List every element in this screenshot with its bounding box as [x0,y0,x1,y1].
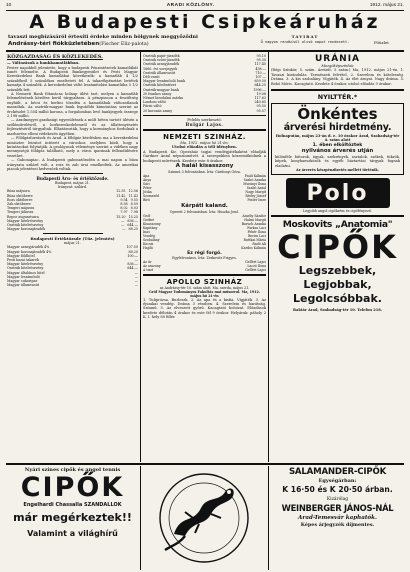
banner-sub1: tavaszi megbízásáról értesíti érdeke minden bölgynek meggyőződni [8,34,198,40]
theatre-body: A Budapesti Kir. Operaház tagjai vendégjátékaként előadják Gardner Antal népszínművét. A szerepekben közreműködnek a budapesti művészek. Kezdete este 8 órakor. [143,149,266,163]
row-value: Nagy Margit [245,189,266,194]
row-label: Magyar általános hitel [7,270,45,275]
exchange-table [7,189,138,231]
row-value: 7.97 [120,210,128,215]
row-label: Apa [143,173,150,178]
row-value: Baruch Aranka [241,221,266,226]
row-value: 644.25 [254,83,266,88]
row-value: 458.— [255,66,266,71]
row-value: — [122,227,126,232]
row-value: 8.02 [120,206,128,211]
row-value: 644.— [127,266,138,271]
row-value: 659.50 [254,79,266,84]
row-value: — [134,257,138,262]
row-value-2: 7.98 [130,210,138,215]
row-label: Bíró [143,197,150,202]
slogan-1: Legszebbek, [298,263,377,277]
row-label: Osztrák hitelintézet [143,83,177,88]
play2-title: Kárpáti kaland. [181,202,228,209]
row-label: Osztrák papír-járadék [143,54,180,58]
row-value: Farkas Laci [247,225,266,230]
apollo-date: Gróf Magyar Tudományos Fakultás mai műsorral. Ma, 1912. május hó 21-én [149,289,260,298]
auction-footer: Az árverés készpénzfizetés mellett történik. [296,167,379,172]
row-label: Magyar államvasút [7,283,40,288]
row-value: 117.45 [254,62,266,67]
auction-title-2: árverési hirdetmény. [283,121,392,133]
row-value: Murányi Ilona [243,181,266,186]
responsible-editor-label: Felelős szerkesztő: [187,117,222,122]
row-value: Rédey József [245,193,266,198]
prices: K 16·50 és K 20·50 árban. [282,485,393,494]
row-value: 100.— [127,253,138,258]
article-para: A Nemzeti Bank főtanácsa holnap ülést tart, melyen a kamatláb felemelésének kérdése kerül tárgyalásra. A pénzpiacon a feszültség enyhült, a bécsi és berlini tőzsdén a kamatlábak változatlanok maradtak. Az osztrák-magyar bank legutóbbi kimutatása szerint az érckészlet 1.554 millió korona, a forgalomban levő bankjegyek összege 2.198 millió. [7,92,138,119]
row-label: Gróf [143,213,151,218]
table-row [7,283,138,287]
row-value: Gellért Lajos [245,268,266,273]
cast-list [143,174,266,202]
cipok-heading: CIPŐK [277,227,398,266]
column-economy [7,54,138,287]
play3-subtitle: Egyfelvonásos. Írta: Zerkovitz Frigyes. [172,256,237,261]
column-ads [271,54,404,312]
row-value-2: 15.25 [128,214,138,219]
row-value-2: 8.03 [130,206,138,211]
urania-title: URÁNIA [314,54,361,64]
article-para: — Aradmegyei gazdasági egyesületnek a múlt héten tartott ülésén a szőlőművelésről, a borkereskedelemről és az állattenyésztés fejlesztéséről tárgyaltak. Elhatározták, hogy a kormányhoz fordulnak a marhavész elleni védekezés ügyében. [7,118,138,136]
table-row [143,246,266,250]
row-value: 107.— [255,75,266,80]
foüzlet-label: Főüzlet [374,40,389,45]
row-value: Gellért Lajos [245,260,266,265]
row-label: Búza októberre [7,193,33,198]
row-value: 710.— [255,70,266,75]
market-date: május 21. [64,241,81,246]
row-value: — [121,222,125,227]
table-row [7,227,138,231]
row-value: 8.58 [120,201,128,206]
play2-subtitle: Operett 2 felvonásban. Írta: Huszka Jenő. [169,209,240,214]
row-label: Magyar földhitel [7,253,35,258]
row-value-2: 8.59 [130,201,138,206]
row-value: 240.65 [254,100,266,105]
catalog-line: Képes árjegyzék díjmentes. [300,522,375,528]
row-label: Jóska [143,189,152,194]
row-label: Repce augusztusra [7,214,39,219]
tavirat-text: Ő nagyon rendkívül olcsó napot rendezett. [260,39,350,44]
banner-sub2: Andrássy-téri fiókküzletében [8,41,100,47]
row-value: 19.08 [256,91,266,96]
row-label: Az úr [143,260,152,265]
shoes-line4: Valamint a világhírű [27,529,118,538]
salamander-emblem [141,466,268,570]
row-value: Pauli Kálmán [244,173,266,178]
row-label: Kocsis [143,241,154,246]
market-heading: Budapesti Értéktőzsde (Tőz. jelentés) [30,236,115,242]
row-value: — [134,270,138,275]
row-value-2: 836.— [127,218,138,223]
article-para: — Gabonapiac. A budapesti gabonatőzsdén a mai napon a búza irányzata szilárd volt, a rozs és zab árai emelkedtek. Az amerikai piacok jelentései kedvezőek voltak. [7,158,138,171]
row-label: Londoni váltó [143,100,166,105]
row-value-2: 644.— [127,222,138,227]
exchange-rates-table [143,54,266,113]
auction-title-1: Önkéntes [297,104,378,123]
row-label: Osztrák államvasút [143,70,176,75]
location-line: Arad-Temesvár kaphatók. [298,515,377,521]
row-label: Magyar leszámítoló [7,274,40,279]
row-value: Ruttkai Mária [243,237,266,242]
article-para: — Földgázforrások és Arad. A főldgáz kérdésben ma a kereskedelmi miniszter leiratot intézett a városhoz, melyben közli, hogy a kutatásokat folytatják. A geológusok véleménye szerint a vidéken nagy mennyiségű földgáz található, mely a város iparának fellendülésére vezethet. [7,136,138,158]
banner-sub-line [8,41,234,48]
theatre-date: Ma, 1912. május hó 21-én: [180,140,229,145]
row-label: Osztrák ezüst-járadék [143,58,180,63]
row-value-2: 12.56 [128,189,138,194]
row-label: Kisasszony [143,221,161,226]
apollo-program: 1. Tuliprózsa. Burleszk. 2. Az apa és a kisfia. Vígjáték. 3. Az éjszakai vendég. Dráma 3 részben. 4. Szerelem és barátság. Színmű. 5. Az elveszett gyűrű. Kacagtató bohózat. Előadások kezdete délután 4 órakor és este fél 9 órakor. Helyárak: páholy 2 K, I. hely 80 fillér. [143,297,266,320]
row-label: Kapitány [143,225,158,230]
row-value: Halmi Margit [244,217,266,222]
play3-title: Ez régi forgó. [187,250,222,256]
shoes-line2: Engelhardi Chassalla SZANDALLOK [23,502,122,508]
exchange-date: Budapest, május 21. [55,181,90,186]
play-title: A halál kisasszony [175,162,234,169]
row-label: Pesti hazai takarék [7,257,39,262]
row-label: Magyar koronajáradék [7,227,46,232]
row-label: Anya [143,177,152,182]
row-label: Tengeri májusra [7,206,35,211]
table-row [143,268,266,272]
row-value: 107.50 [126,245,138,250]
apollo-sub: az Andrássy-tér 10. szám alatt. Ma, szerda, május 21. [159,285,250,290]
row-label: Osztrák aranyjáradék [143,62,180,67]
row-value: Boriss Laci [248,233,266,238]
page-date: 1912. május 21. [369,3,404,8]
row-label: Péter [143,185,152,190]
row-value: 9.54 [120,197,128,202]
page-number: 10 [6,3,12,8]
row-label: Német birodalmi márka [143,96,184,101]
row-value: 88.20 [128,249,138,254]
row-value-2: 11.43 [128,193,138,198]
row-value: Kardos Kálmán [241,245,266,250]
row-value: — [134,279,138,283]
row-label: 20 frankos arany [143,91,172,96]
exchange-trend: Irányzat: szilárd. [57,185,88,190]
row-label: 1860. évi sorsjegyek [143,66,178,71]
weinberger-title: WEINBERGER JÁNOS-NÁL [281,503,394,513]
row-label: A tiszt [143,268,154,273]
polo-sub: Legjobb angol cipőkrém és cipőfényező. [303,209,372,214]
exclusive-label: Kizárólag [326,497,349,502]
row-value: Radó Ali [252,241,266,246]
salamander-title: SALAMANDER-CIPŐK [288,467,387,477]
play-subtitle: Színmű 3 felvonásban. Írta: Gárdonyi Géza. [168,169,241,174]
section-heading: KÖZGAZDASÁG ÉS KÖZLEKEDÉS. [7,54,103,60]
row-label: Búza májusra [7,189,30,194]
paper-name: ARADI KÖZLÖNY. [166,3,215,8]
polo-logo: Polo [286,178,390,208]
row-value: 95.57 [256,108,266,113]
row-label: Vendég [143,233,155,238]
row-label: Grófné [143,217,155,222]
table-row [143,198,266,202]
row-label: Szobalány [143,237,160,242]
row-label: Inas [143,229,150,234]
row-value: 95.10 [256,54,266,58]
bottom-left-ad [7,467,138,539]
page-header [6,3,404,10]
row-label: Magyar leszámítoló bank [143,79,186,84]
row-value: Szabó Antal [246,185,266,190]
row-label: Rozs októberre [7,197,33,202]
article-para: Pester napokból jelentette, hogy a budapesti Pénzintézetek kamatlábát ismét felemelte. A Budapesti Bankegyesület és Pesti Magyar Kereskedelmi Bank kamatlábai következők: a kamatláb 4 1/2 százalékról 5 százalékra emeltetett fel. A takarékpénztári betétek kamatja 4 százalék. A kereskedelmi váltó leszámítolási kamatlába 5 1/2 százalék lett. [7,65,138,92]
polo-ad [271,178,404,208]
row-value: 1996.— [253,87,266,92]
moskovits-footer: Raktár Arad, Szabadság-tér 10. Telefon 218. [292,307,383,312]
slogan-2: Legjobbak, [303,277,372,291]
row-label: Zab októberre [7,201,31,206]
row-label: Tengeri júliusra [7,210,34,215]
apollo-title: APOLLO SZINHÁZ [166,277,243,286]
row-label: Az asszony [143,264,161,269]
salamander-icon [141,466,268,570]
row-value: Pintér Imre [247,197,266,202]
auction-body: különféle bútorok, ágyak, szekrények, asztalok, székek, tükrök, képek, konyhaeszközök és egyéb háztartási tárgyak fognak eladatni. [275,154,400,168]
urania-sub: Mozgóképszínház [321,64,354,68]
row-value: — [134,283,138,288]
row-label: Magyar aranyjáradék 4% [7,245,50,250]
banner-title: A Budapesti Csipkeáruház [29,11,381,33]
column-theatre [143,54,266,320]
row-label: Déli vasút [143,75,160,80]
cast-list [143,214,266,250]
exchange-heading: Budapesti Áru- és értéktőzsde. [36,176,109,182]
row-value: 95.30 [256,58,266,63]
nyiltter-title: NYILTTÉR.* [317,92,358,101]
row-label: Hajdú [143,245,153,250]
row-value: Laczó Ilona [247,264,266,269]
row-label: Magyar hitelrészvény [7,262,44,267]
banner-right [240,35,370,44]
row-label: Magyar hitelrészvény [7,218,44,223]
shoes-heading: CIPŐK [20,472,125,503]
shoes-line1: Nyári színes cipők és angol tennis [24,467,121,473]
shoes-line3: már megérkeztek!! [13,511,132,524]
row-value: Fehér Ilona [247,229,266,234]
row-label: 20 koronás arany [143,108,173,113]
editor-name: Bulgár Lajos. [185,122,224,128]
cast-list [143,260,266,272]
row-value: 117.63 [254,96,266,101]
tavirat-label: TAVIRAT [291,34,319,39]
row-value: — [134,274,138,279]
row-value-2: 88.25 [128,227,138,232]
row-label: Párisi váltó [143,104,162,109]
article-subheading: — Változások a bankkamatlábban. [7,60,80,65]
row-value: 95.50 [256,104,266,109]
urania-program: (Régi Színkör, 5. szám. Árvízút, 5 szám.) Ma, 1912. május 21-én. 1. Tavaszi kirándulás. Természeti felvétel. 2. Szerelem és kötelesség. Dráma. 3. A kis szobalány. Vígjáték. 4. Az élet árnyai. Nagy dráma. 5. Bohó Móric. Kacagtató. Kezdete 4 órakor, utolsó előadás 9 órakor. [271,68,404,86]
banner-sub3: (Fischer Eliz-palota) [99,42,149,47]
theatre-notice: Utolsó előadás a téli idényben. [171,144,238,150]
theatre-title: NEMZETI SZINHÁZ. [163,132,246,141]
row-value: 836.— [127,262,138,267]
row-label: Osztrák hitelrészvény [7,266,44,271]
row-value: Ameliy Sándor [242,213,266,218]
row-value: 11.42 [116,193,126,198]
row-label: Magyar cukoripar [7,279,38,283]
row-label: Osztrák-magyar bank [143,87,179,92]
row-value: Szabó Aranka [243,177,266,182]
auction-sub: Holnapután, május 23-án d. e. 10 órakor Árad, Szabadság-tér 4. szám alatt [275,133,400,143]
auction-b2: nyilvános árverés utján [301,148,374,155]
slogan-3: Legolcsóbbak. [293,291,382,305]
row-label: Szomszéd [143,193,160,198]
row-value: 15.20 [116,214,126,219]
row-label: Magyar koronajáradék 4% [7,249,52,254]
row-value: — [121,218,125,223]
auction-b: 1. ében elköltöztek [312,142,363,148]
row-label: Sári [143,181,150,186]
row-label: Osztrák hitelrészvény [7,222,44,227]
unit-price-label: Egységárban: [318,478,357,484]
auction-ad [271,103,404,175]
row-value: 12.55 [116,189,126,194]
moskovits-title: Moskovits „Anatomia" [282,218,393,230]
row-value-2: 9.55 [130,197,138,202]
market-table [7,245,138,287]
table-row [143,109,266,113]
bottom-right-ad [271,467,404,529]
